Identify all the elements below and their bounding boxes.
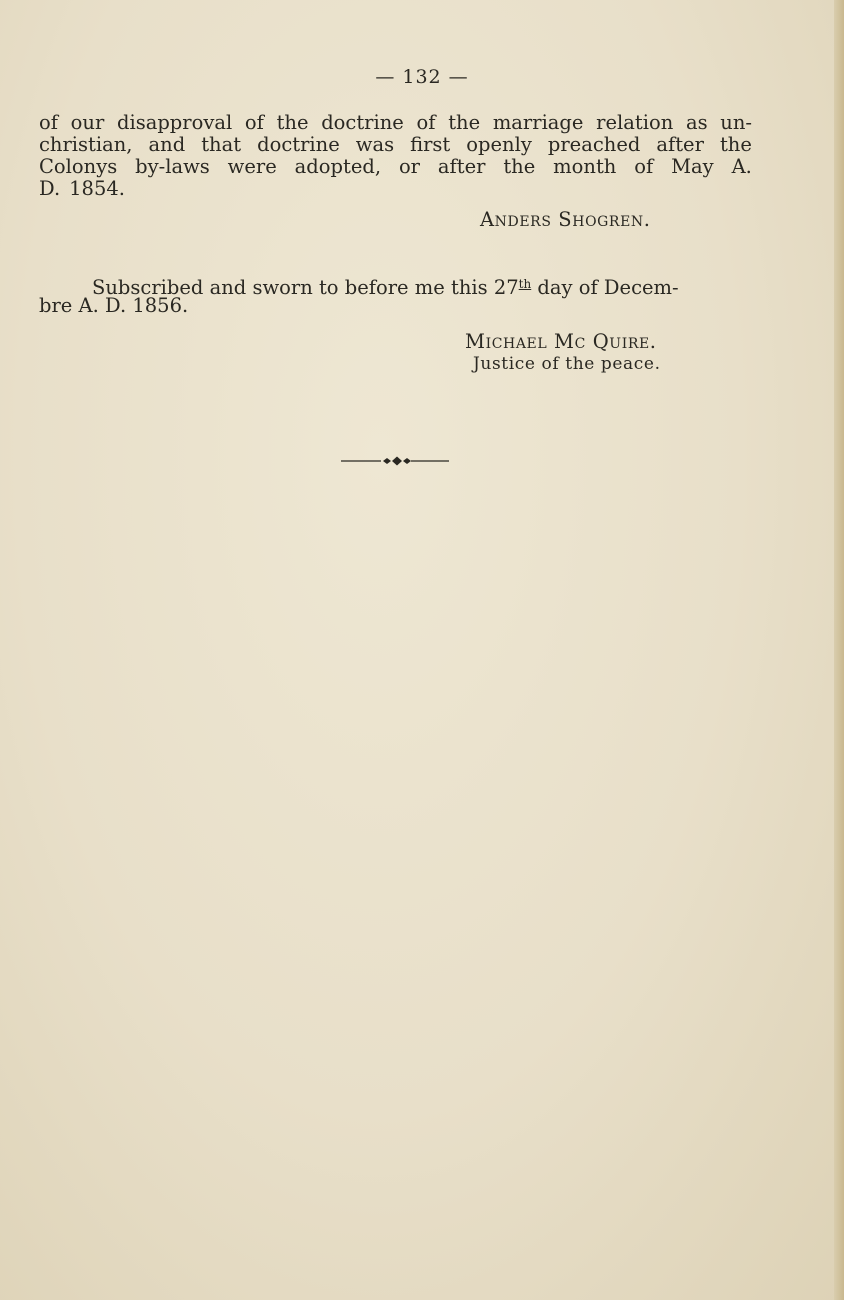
word: adopted, xyxy=(294,155,382,178)
word: and xyxy=(148,133,186,156)
word: after xyxy=(437,155,486,178)
word: doctrine xyxy=(257,133,340,156)
word: D. xyxy=(39,177,61,200)
word: our xyxy=(70,111,105,134)
word: relation xyxy=(596,111,674,134)
signature-anders-shogren: Anders Shogren. xyxy=(480,208,651,231)
word: the xyxy=(719,133,752,156)
word: un- xyxy=(720,111,752,134)
paragraph-2-text-a: Subscribed and sworn to before me this 27 xyxy=(92,276,519,299)
page-number: — 132 — xyxy=(375,66,469,88)
word: that xyxy=(201,133,242,156)
word: Colonys xyxy=(39,155,118,178)
justice-title: Justice of the peace. xyxy=(473,354,661,374)
divider-ornament xyxy=(341,455,449,467)
word: the xyxy=(448,111,481,134)
word: May xyxy=(671,155,714,178)
word: openly xyxy=(466,133,532,156)
word: preached xyxy=(547,133,641,156)
paragraph-1-line-4 xyxy=(39,178,752,200)
word: of xyxy=(39,111,58,134)
word: doctrine xyxy=(321,111,404,134)
paragraph-2-line-1 xyxy=(39,273,752,299)
word: month xyxy=(553,155,617,178)
ordinal-suffix: th xyxy=(518,277,532,291)
paragraph-1 xyxy=(39,112,752,200)
paragraph-2-line-2-text: bre A. D. 1856. xyxy=(39,294,189,317)
word: or xyxy=(398,155,420,178)
paragraph-1-line-1 xyxy=(39,112,752,134)
paragraph-2 xyxy=(39,273,752,317)
word: A. xyxy=(731,155,752,178)
word: first xyxy=(410,133,451,156)
word: of xyxy=(416,111,436,134)
paragraph-1-line-3 xyxy=(39,156,752,178)
word: by-laws xyxy=(135,155,210,178)
word: of xyxy=(244,111,264,134)
word: the xyxy=(503,155,536,178)
bleed-through-texture xyxy=(40,380,800,404)
word: were xyxy=(227,155,277,178)
word: 1854. xyxy=(69,177,125,200)
word: disapproval xyxy=(116,111,233,134)
word: was xyxy=(355,133,395,156)
paragraph-2-text-b: day of Decem- xyxy=(531,276,679,299)
word: marriage xyxy=(492,111,584,134)
word: the xyxy=(276,111,309,134)
paragraph-1-line-2 xyxy=(39,134,752,156)
page-edge xyxy=(834,0,844,1300)
word: christian, xyxy=(39,133,133,156)
word: as xyxy=(685,111,708,134)
signature-michael-mc-quire: Michael Mc Quire. xyxy=(465,330,657,353)
word: after xyxy=(656,133,704,156)
word: of xyxy=(634,155,654,178)
